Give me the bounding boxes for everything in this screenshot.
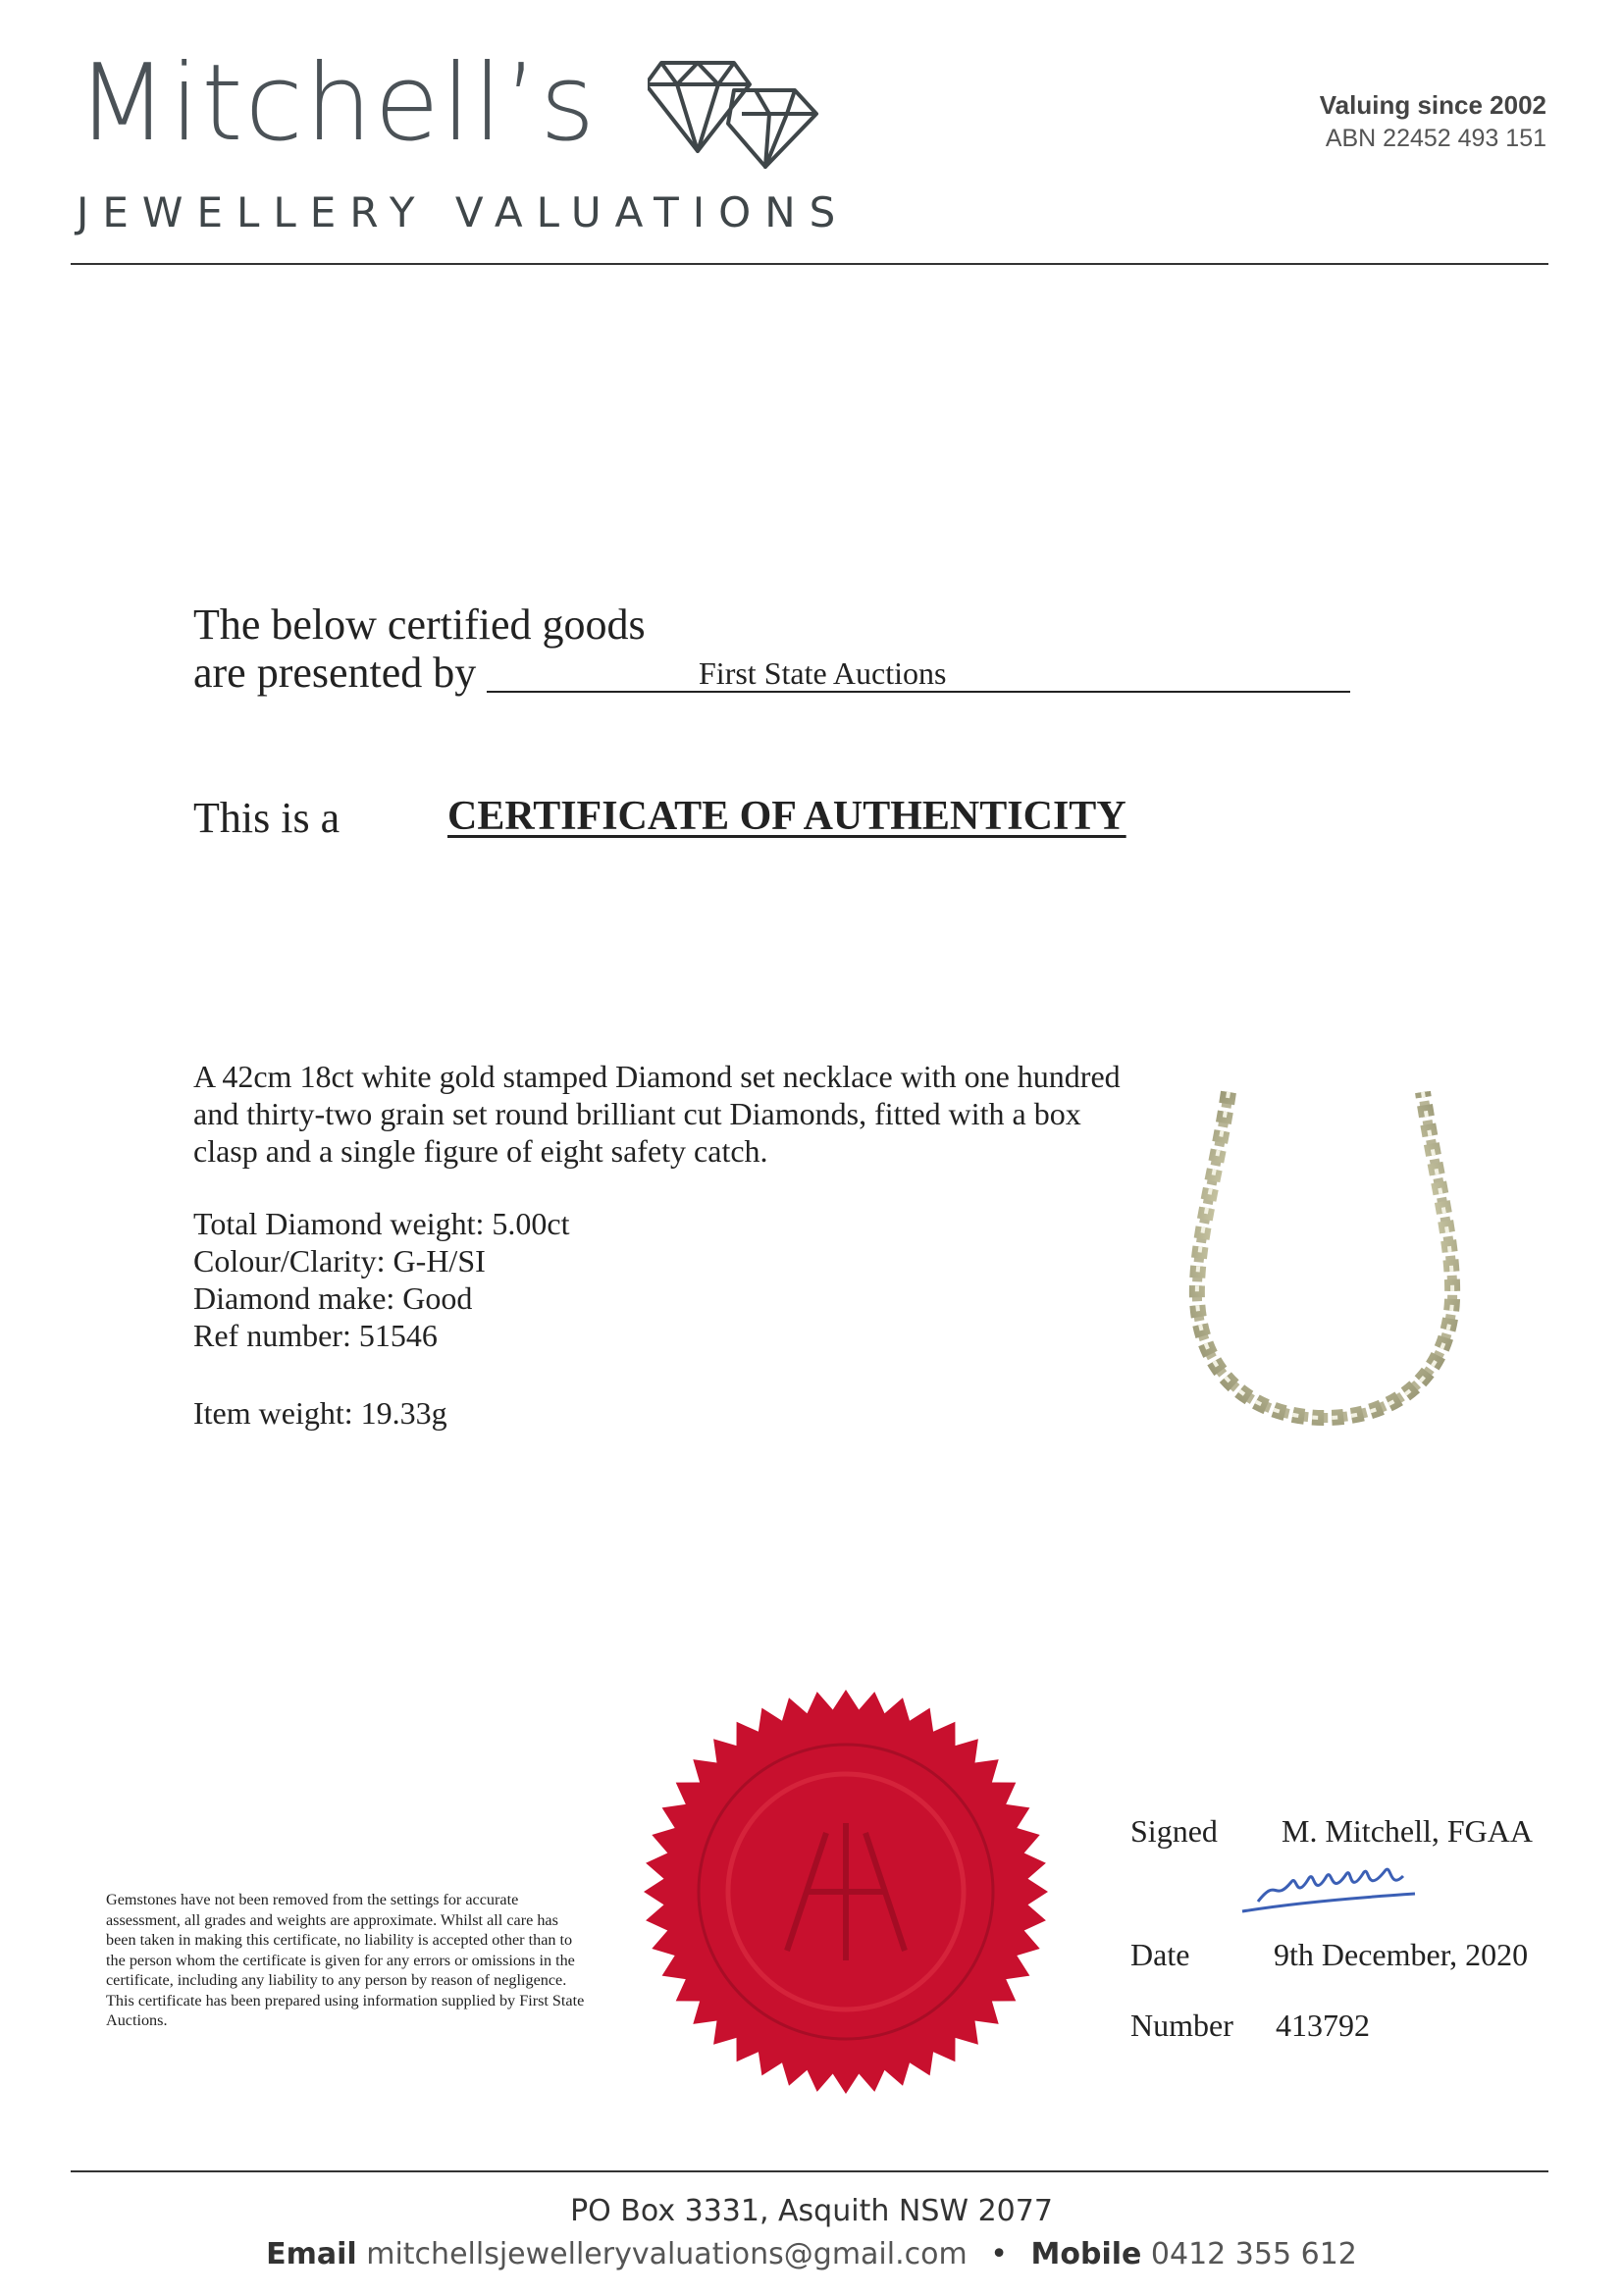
presented-line-2: are presented by (193, 649, 477, 697)
brand-subtitle: JEWELLERY VALUATIONS (77, 188, 850, 236)
presenter-name: First State Auctions (699, 655, 947, 691)
email-label: Email (266, 2237, 357, 2271)
spec-total-weight: Total Diamond weight: 5.00ct (193, 1206, 570, 1241)
signature-icon (1238, 1856, 1435, 1925)
presented-statement (193, 600, 646, 697)
item-weight: Item weight: 19.33g (193, 1395, 447, 1431)
date-value: 9th December, 2020 (1274, 1937, 1529, 1972)
spec-ref-number: Ref number: 51546 (193, 1318, 438, 1353)
presented-line-1: The below certified goods (193, 600, 646, 649)
footer-address: PO Box 3331, Asquith NSW 2077 (570, 2194, 1053, 2228)
diamond-logo-icon (648, 51, 824, 169)
mobile-label: Mobile (1030, 2237, 1142, 2271)
mobile-value: 0412 355 612 (1150, 2237, 1357, 2271)
spec-diamond-make: Diamond make: Good (193, 1280, 473, 1316)
certificate-prefix: This is a (193, 794, 340, 842)
date-label: Date (1130, 1937, 1190, 1972)
header-divider (71, 263, 1548, 265)
disclaimer-text: Gemstones have not been removed from the settings for accurate assessment, all grades and weights are approximate. Whilst all care has been taken in making this certificate, no liability is accepted other than to the person whom the certificate is given for any errors or omissions in the certificate, including any liability to any person by reason of negligence. This certificate has been prepared using information supplied by First State Auctions. (106, 1891, 585, 2029)
email-value: mitchellsjewelleryvaluations@gmail.com (366, 2237, 968, 2271)
number-label: Number (1130, 2008, 1233, 2043)
wax-seal-icon (640, 1686, 1052, 2098)
footer-separator: • (990, 2237, 1008, 2271)
item-description: A 42cm 18ct white gold stamped Diamond set necklace with one hundred and thirty-two grain set round brilliant cut Diamonds, fitted with a box clasp and a single figure of eight safety catch. (193, 1059, 1121, 1169)
item-specs (193, 1205, 569, 1354)
signed-name: M. Mitchell, FGAA (1282, 1813, 1533, 1849)
abn: ABN 22452 493 151 (1325, 125, 1546, 152)
footer-contact (0, 2237, 1623, 2271)
footer-divider (71, 2170, 1548, 2172)
spec-colour-clarity: Colour/Clarity: G-H/SI (193, 1243, 486, 1278)
signed-label: Signed (1130, 1813, 1218, 1849)
header-info (1320, 90, 1546, 153)
necklace-photo (1178, 1084, 1472, 1457)
certificate-title: CERTIFICATE OF AUTHENTICITY (447, 794, 1126, 839)
number-value: 413792 (1276, 2008, 1370, 2043)
tagline: Valuing since 2002 (1319, 90, 1546, 120)
brand-name: Mitchell’s (77, 42, 598, 165)
